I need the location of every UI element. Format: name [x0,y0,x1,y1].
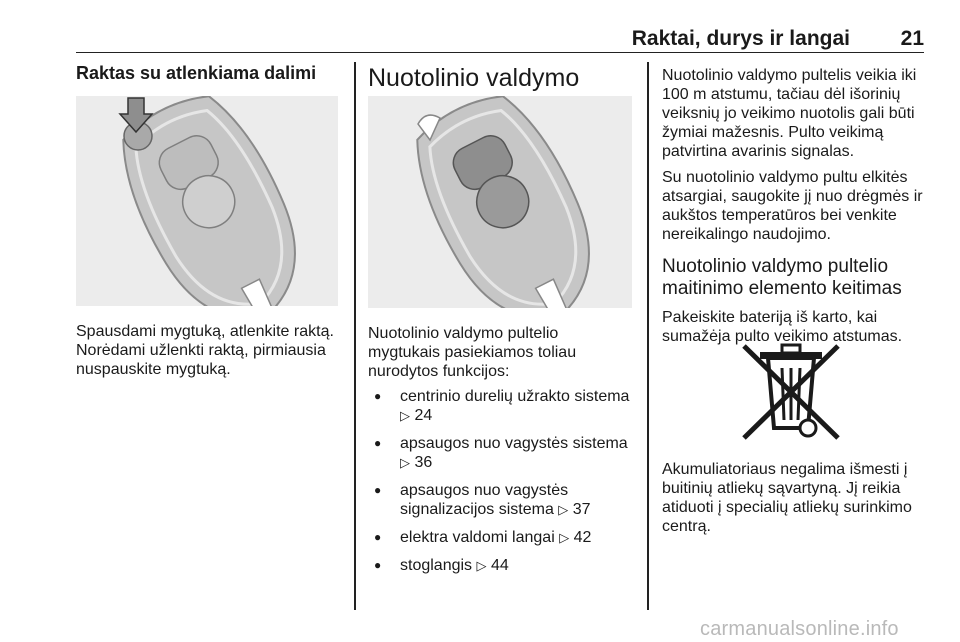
page-reference[interactable]: 24 [414,407,433,424]
column-1 [76,63,348,83]
list-item: ● centrinio durelių užrakto sistema ▷ 24 [368,387,644,425]
folding-key-illustration [76,96,338,306]
battery-heading: Nuotolinio valdymo pultelio maitinimo elemento keitimas [662,256,902,299]
reference-arrow-icon: ▷ [559,530,570,545]
chapter-title: Raktai, durys ir langai [631,27,850,50]
range-paragraph: Nuotolinio valdymo pultelis veikia iki 100 m atstumu, tačiau dėl išorinių veiksnių jo veikimo nuotolis gali būti žymiai mažesnis. Pulto veikimą patvirtina avarinis signalas. [662,67,917,160]
reference-arrow-icon: ▷ [400,455,410,470]
page-number: 21 [900,27,924,50]
list-item: ● apsaugos nuo vagystės sistema ▷ 36 [368,434,644,472]
battery-paragraph: Pakeiskite bateriją iš karto, kai sumažėja pulto veikimo atstumas. [662,309,903,345]
list-item: ● stoglangis ▷ 44 [368,556,644,575]
folding-key-icon [76,96,338,306]
intro-text: Nuotolinio valdymo pultelio mygtukais pasiekiamos toliau nurodytos funkcijos: [368,325,577,380]
column-divider [647,62,649,610]
list-item: ● apsaugos nuo vagystės signalizacijos sistema ▷ 37 [368,481,644,519]
page-reference[interactable]: 37 [572,501,591,518]
remote-key-illustration [368,96,632,308]
page-reference[interactable]: 36 [414,454,433,471]
remote-key-icon [368,96,632,308]
function-list [368,387,644,575]
page-reference[interactable]: 42 [573,529,592,546]
section-heading: Raktas su atlenkiama dalimi [76,63,317,83]
column-divider [354,62,356,610]
caption-folding-key: Spausdami mygtuką, atlenkite raktą. Norėdami užlenkti raktą, pirmiausia nuspauskite mygtuką. [76,323,334,378]
reference-arrow-icon: ▷ [558,502,569,517]
care-paragraph: Su nuotolinio valdymo pultu elkitės atsargiai, saugokite jį nuo drėgmės ir aukštos temperatūros bei venkite nereikalingo naudojimo. [662,169,923,243]
list-item: ● elektra valdomi langai ▷ 42 [368,528,644,547]
remote-functions [368,324,644,584]
crossed-bin-icon [738,340,844,442]
section-heading: Nuotolinio valdymo [368,64,580,92]
column-3 [662,66,930,346]
page-reference[interactable]: 44 [490,557,509,574]
watermark: carmanualsonline.info [700,618,899,640]
page-header [76,14,924,53]
reference-arrow-icon: ▷ [400,408,410,423]
disposal-paragraph: Akumuliatoriaus negalima išmesti į buitinių atliekų sąvartyną. Jį reikia atiduoti į specialių atliekų surinkimo centrą. [662,461,912,535]
reference-arrow-icon: ▷ [476,558,487,573]
